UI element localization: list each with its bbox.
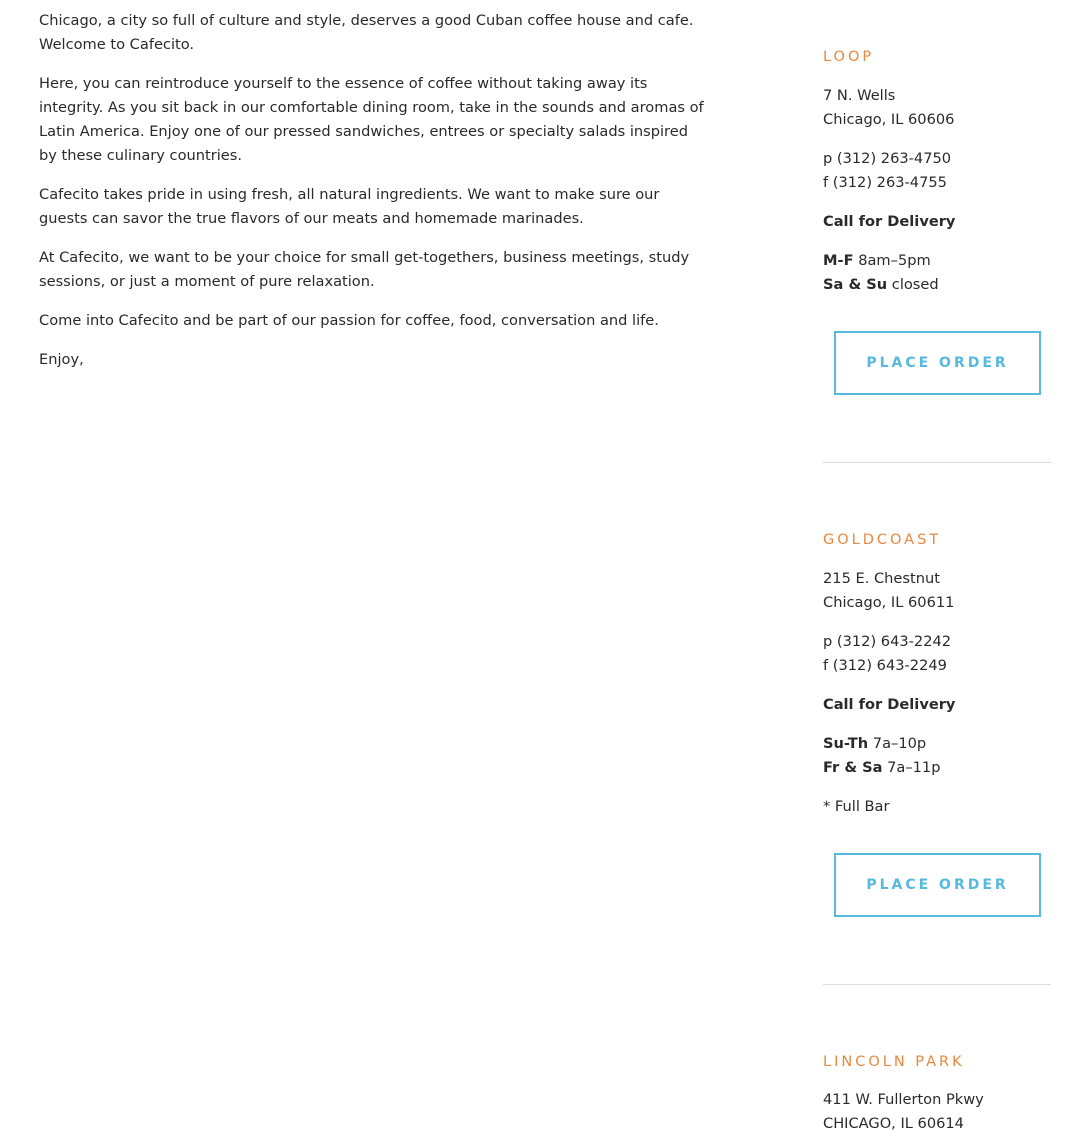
hours-row — [823, 249, 1051, 273]
location-loop — [823, 48, 1051, 297]
location-title: LOOP — [823, 49, 875, 65]
divider — [823, 462, 1051, 463]
gatherings-paragraph: At Cafecito, we want to be your choice for small get-togethers, business meetings, study sessions, or just a moment of pure relaxation. — [39, 249, 690, 290]
hours-days: Sa & Su — [823, 276, 888, 293]
hours-time: 7a–11p — [887, 759, 941, 776]
location-title: LINCOLN PARK — [823, 1054, 965, 1070]
address-city: Chicago, IL 60606 — [823, 111, 955, 128]
location-lincoln-park — [823, 1053, 1051, 1136]
hours-days: Fr & Sa — [823, 759, 883, 776]
ingredients-paragraph: Cafecito takes pride in using fresh, all natural ingredients. We want to make sure our guests can savor the true flavors of our meats and homemade marinades. — [39, 186, 660, 227]
address-street: 411 W. Fullerton Pkwy — [823, 1091, 984, 1108]
full-bar-note: * Full Bar — [823, 798, 890, 815]
location-hours — [823, 249, 1051, 297]
location-contact — [823, 630, 1051, 678]
fax-number: f (312) 643-2249 — [823, 657, 947, 674]
delivery-label: Call for Delivery — [823, 696, 956, 713]
hours-days: M-F — [823, 252, 854, 269]
location-hours — [823, 732, 1051, 780]
location-goldcoast — [823, 531, 1051, 819]
phone-number[interactable]: p (312) 643-2242 — [823, 633, 952, 650]
hours-time: 8am–5pm — [858, 252, 931, 269]
location-address — [823, 567, 1051, 615]
signoff-paragraph: Enjoy, — [39, 351, 84, 368]
place-order-button-loop[interactable]: PLACE ORDER — [834, 331, 1041, 395]
hours-time: closed — [891, 276, 939, 293]
intro-paragraph: Chicago, a city so full of culture and style, deserves a good Cuban coffee house and cafe. Welcome to Cafecito. — [39, 12, 694, 53]
phone-number[interactable]: p (312) 263-4750 — [823, 150, 952, 167]
delivery-note — [823, 210, 1051, 234]
address-city: Chicago, IL 60611 — [823, 594, 955, 611]
address-city: CHICAGO, IL 60614 — [823, 1115, 964, 1132]
location-address — [823, 84, 1051, 132]
address-street: 7 N. Wells — [823, 87, 896, 104]
divider — [823, 984, 1051, 985]
fax-number: f (312) 263-4755 — [823, 174, 947, 191]
hours-row — [823, 756, 1051, 780]
hours-time: 7a–10p — [872, 735, 927, 752]
passion-paragraph: Come into Cafecito and be part of our passion for coffee, food, conversation and life. — [39, 312, 659, 329]
delivery-note — [823, 693, 1051, 717]
hours-row — [823, 732, 1051, 756]
location-title: GOLDCOAST — [823, 532, 942, 548]
address-street: 215 E. Chestnut — [823, 570, 940, 587]
delivery-label: Call for Delivery — [823, 213, 956, 230]
about-content — [39, 9, 709, 387]
place-order-button-goldcoast[interactable]: PLACE ORDER — [834, 853, 1041, 917]
hours-days: Su-Th — [823, 735, 869, 752]
location-contact — [823, 147, 1051, 195]
essence-paragraph: Here, you can reintroduce yourself to the essence of coffee without taking away its integrity. As you sit back in our comfortable dining room, take in the sounds and aromas of Latin America. Enjoy one of our pressed sandwiches, entrees or specialty salads inspired by these culinary countries. — [39, 75, 704, 164]
location-address — [823, 1088, 1051, 1136]
hours-row — [823, 273, 1051, 297]
